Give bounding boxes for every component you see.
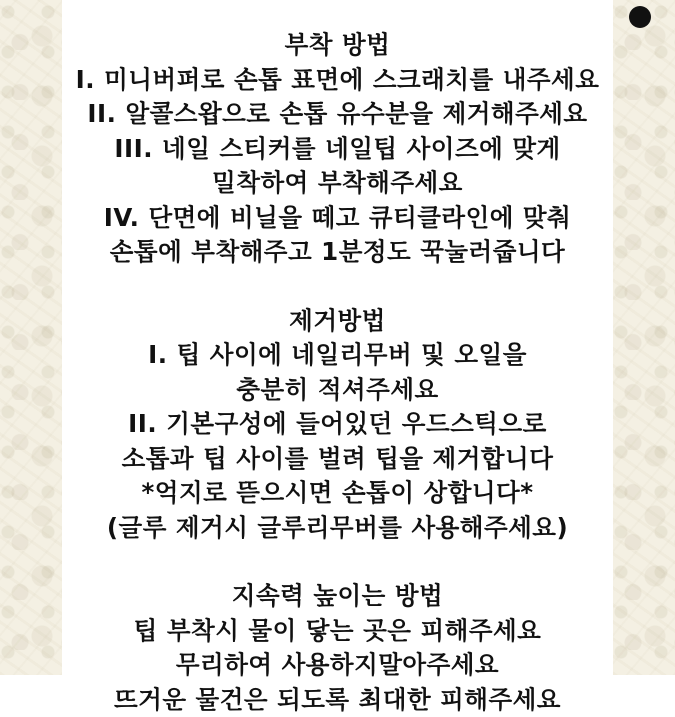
durability-tip-line: 뜨거운 물건은 되도록 최대한 피해주세요: [62, 683, 613, 717]
removal-step-line: 소톱과 팁 사이를 벌려 팁을 제거합니다: [62, 442, 613, 477]
attach-step-line: 손톱에 부착해주고 1분정도 꾹눌러줍니다: [62, 235, 613, 270]
attach-method-title: 부착 방법: [62, 28, 613, 63]
removal-method-title: 제거방법: [62, 304, 613, 339]
paper-background-right: [613, 0, 675, 675]
instruction-card: [62, 0, 613, 675]
removal-note-line: (글루 제거시 글루리무버를 사용해주세요): [62, 511, 613, 546]
section-spacer: [62, 545, 613, 579]
durability-title: 지속력 높이는 방법: [62, 579, 613, 614]
section-spacer: [62, 270, 613, 304]
removal-warning-line: *억지로 뜯으시면 손톱이 상합니다*: [62, 476, 613, 511]
attach-step-line: I. 미니버퍼로 손톱 표면에 스크래치를 내주세요: [62, 63, 613, 98]
attach-step-line: 밀착하여 부착해주세요: [62, 166, 613, 201]
attach-step-line: IV. 단면에 비닐을 떼고 큐티클라인에 맞춰: [62, 201, 613, 236]
paper-background-left: [0, 0, 62, 675]
removal-step-line: II. 기본구성에 들어있던 우드스틱으로: [62, 407, 613, 442]
instruction-text: [62, 28, 613, 717]
attach-step-line: III. 네일 스티커를 네일팁 사이즈에 맞게: [62, 132, 613, 167]
durability-tip-line: 팁 부착시 물이 닿는 곳은 피해주세요: [62, 614, 613, 649]
removal-step-line: 충분히 적셔주세요: [62, 373, 613, 408]
black-dot-icon: [629, 6, 651, 28]
attach-method-section: [62, 28, 613, 270]
durability-section: [62, 579, 613, 717]
durability-tip-line: 무리하여 사용하지말아주세요: [62, 648, 613, 683]
removal-step-line: I. 팁 사이에 네일리무버 및 오일을: [62, 338, 613, 373]
removal-method-section: [62, 304, 613, 546]
attach-step-line: II. 알콜스왑으로 손톱 유수분을 제거해주세요: [62, 97, 613, 132]
